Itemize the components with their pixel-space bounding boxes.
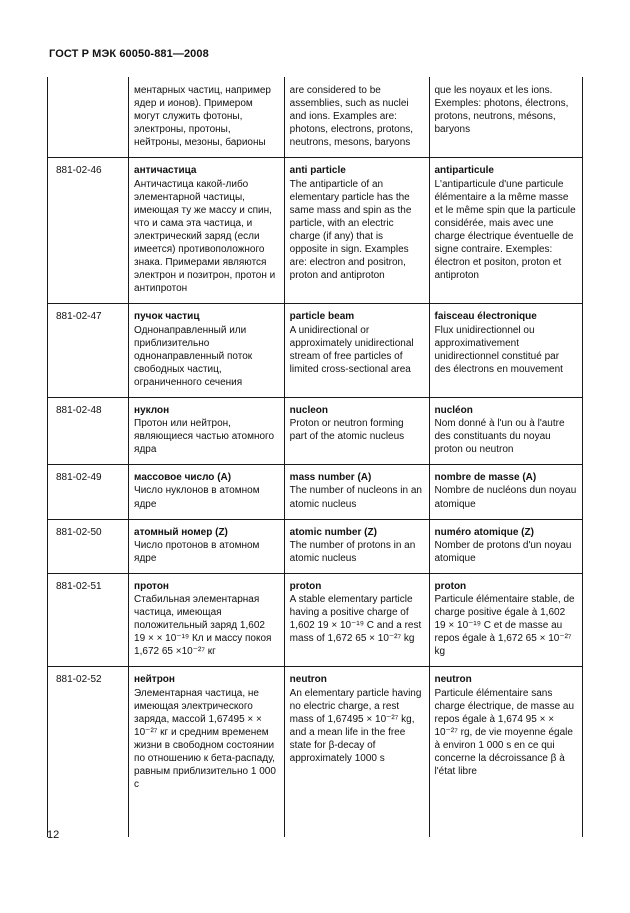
term-row [48, 158, 583, 304]
russian-cell [129, 158, 285, 304]
russian-term: атомный номер (Z) [134, 526, 228, 538]
french-cell [429, 397, 583, 464]
french-term: nucléon [434, 404, 473, 416]
russian-cell [129, 304, 285, 398]
french-definition: Nomber de protons d'un noyau atomique [434, 539, 572, 564]
english-term: anti particle [289, 165, 346, 177]
french-term: faisceau électronique [434, 311, 537, 323]
page-number: 12 [47, 829, 60, 841]
russian-cell [129, 519, 285, 573]
english-cell [284, 573, 429, 667]
russian-definition: ментарных частиц, например ядер и ионов). Примером могут служить фотоны, электроны, протоны, нейтроны, мезоны, барионы [134, 85, 271, 149]
french-definition: Nom donné à l'un ou à l'autre des constituants du noyau proton ou neutron [434, 418, 565, 456]
russian-term: массовое число (A) [134, 472, 232, 484]
term-row [48, 573, 583, 667]
russian-definition: Протон или нейтрон, являющиеся частью атомного ядра [134, 418, 275, 456]
french-cell [429, 158, 583, 304]
french-term: proton [434, 580, 467, 592]
french-cell [429, 573, 583, 667]
french-definition: L'antiparticule d'une particule élémentaire a la même masse et le même spin que la particule considérée, mais avec une charge électrique éventuelle de signe contraire. Exemples: électron et positon, proton et antiproton [434, 178, 576, 282]
russian-definition: Число протонов в атомном ядре [134, 539, 260, 564]
french-term: nombre de masse (A) [434, 472, 537, 484]
english-term: neutron [289, 674, 327, 686]
continuation-row [48, 77, 583, 158]
russian-term: нуклон [134, 404, 170, 416]
english-definition: Proton or neutron forming part of the atomic nucleus [289, 418, 405, 443]
russian-definition: Число нуклонов в атомном ядре [134, 485, 260, 510]
russian-cell [129, 667, 285, 838]
english-definition: The number of protons in an atomic nucleus [289, 539, 416, 564]
russian-term: пучок частиц [134, 311, 200, 323]
french-term: antiparticule [434, 165, 494, 177]
english-term: nucleon [289, 404, 329, 416]
french-definition: Nombre de nucléons dun noyau atomique [434, 485, 577, 510]
french-cell [429, 465, 583, 519]
russian-cell [129, 573, 285, 667]
french-definition: Particule élémentaire stable, de charge positive égale à 1,602 19 × 10⁻¹⁹ C et de masse au repos égale à 1,672 65 × 10⁻²⁷ kg [434, 594, 575, 658]
english-cell [284, 77, 429, 158]
english-cell [284, 519, 429, 573]
russian-cell [129, 77, 285, 158]
french-definition: Particule élémentaire sans charge électrique, de masse au repos égale à 1,674 95 × × 10⁻²⁷ rg, de vie moyenne égale à environ 1 000 s en ce qui concerne la décroissance β à l'état libre [434, 687, 575, 778]
term-number: 881-02-49 [48, 465, 129, 519]
english-cell [284, 465, 429, 519]
russian-definition: Однонаправленный или приблизительно однонаправленный поток свободных частиц, ограниченного сечения [134, 324, 253, 388]
term-row [48, 397, 583, 464]
french-cell [429, 667, 583, 838]
document-header: ГОСТ Р МЭК 60050-881—2008 [49, 48, 209, 60]
english-cell [284, 667, 429, 838]
french-definition: que les noyaux et les ions. Exemples: photons, électrons, protons, neutrons, mésons, baryons [434, 85, 569, 136]
term-number: 881-02-47 [48, 304, 129, 398]
english-cell [284, 397, 429, 464]
russian-definition: Стабильная элементарная частица, имеющая положительный заряд 1,602 19 × × 10⁻¹⁹ Кл и массу покоя 1,672 65 ×10⁻²⁷ кг [134, 594, 272, 658]
french-cell [429, 304, 583, 398]
russian-term: нейтрон [134, 674, 175, 686]
english-cell [284, 158, 429, 304]
english-term: mass number (A) [289, 472, 372, 484]
russian-term: протон [134, 580, 169, 592]
french-cell [429, 77, 583, 158]
russian-cell [129, 465, 285, 519]
english-definition: A unidirectional or approximately unidirectional stream of free particles of limited cross-sectional area [289, 324, 414, 375]
russian-cell [129, 397, 285, 464]
russian-term: античастица [134, 165, 197, 177]
term-number-cell [48, 77, 129, 158]
term-row [48, 667, 583, 838]
french-term: numéro atomique (Z) [434, 526, 534, 538]
term-number: 881-02-48 [48, 397, 129, 464]
french-definition: Flux unidirectionnel ou approximativement unidirectionnel constitué par des électrons en mouvement [434, 324, 563, 375]
french-term: neutron [434, 674, 472, 686]
term-number: 881-02-50 [48, 519, 129, 573]
english-definition: The number of nucleons in an atomic nucleus [289, 485, 422, 510]
term-number: 881-02-46 [48, 158, 129, 304]
english-term: particle beam [289, 311, 355, 323]
russian-definition: Античастица какой-либо элементарной частицы, имеющая ту же массу и спин, что и сама эта частица, и электрический заряд (если имеется) противоположного знака. Примерами являются электрон и позитрон, протон и антипротон [134, 178, 276, 295]
terms-table [47, 77, 583, 837]
term-row [48, 519, 583, 573]
english-definition: are considered to be assemblies, such as nuclei and ions. Examples are: photons, electrons, protons, neutrons, mesons, baryons [289, 85, 414, 149]
english-definition: The antiparticle of an elementary particle has the same mass and spin as the particle, with an electric charge (if any) that is opposite in sign. Examples are: electron and positron, proton and antiproton [289, 178, 412, 282]
english-definition: An elementary particle having no electric charge, a rest mass of 1,67495 × 10⁻²⁷ kg, and a mean life in the free state for β-decay of approximately 1000 s [289, 687, 422, 765]
english-term: proton [289, 580, 322, 592]
russian-definition: Элементарная частица, не имеющая электрического заряда, массой 1,67495 × × 10⁻²⁷ кг и средним временем жизни в свободном состоянии по отношению к бета-распаду, равным приблизительно 1 000 с [134, 687, 276, 791]
french-cell [429, 519, 583, 573]
term-number: 881-02-51 [48, 573, 129, 667]
term-row [48, 465, 583, 519]
english-definition: A stable elementary particle having a positive charge of 1,602 19 × 10⁻¹⁹ C and a rest mass of 1,672 65 × 10⁻²⁷ kg [289, 594, 422, 645]
term-row [48, 304, 583, 398]
english-cell [284, 304, 429, 398]
term-number: 881-02-52 [48, 667, 129, 838]
english-term: atomic number (Z) [289, 526, 377, 538]
